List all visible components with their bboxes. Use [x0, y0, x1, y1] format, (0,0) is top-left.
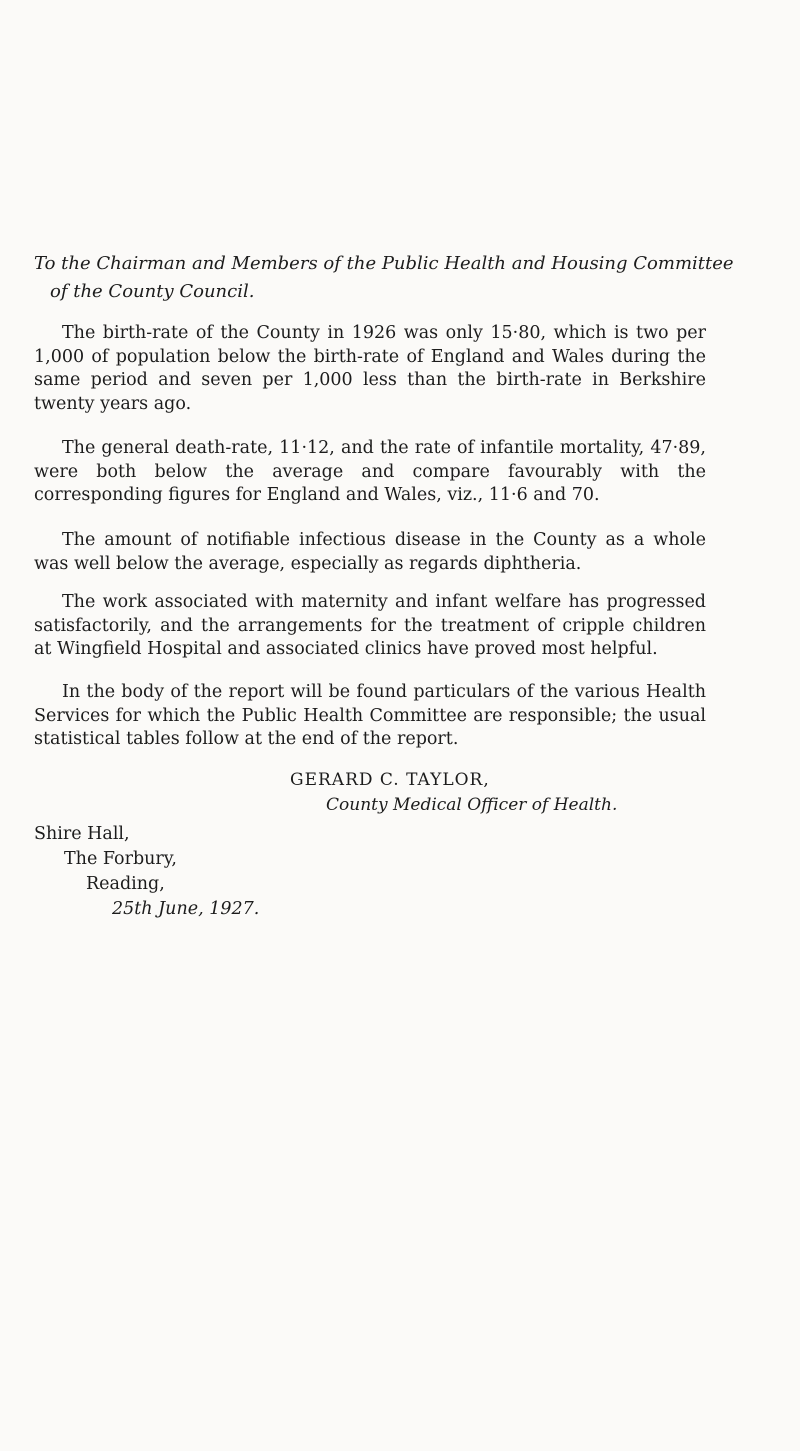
address-line-2: of the County Council. — [50, 281, 255, 302]
paragraph-maternity-welfare: The work associated with maternity and infant welfare has progressed satisfactorily, and the arrangements for the treatment of cripple children at Wingfield Hospital and associated clinics have proved most helpful. — [34, 592, 706, 659]
letter-date — [34, 897, 259, 922]
address-line-1: To the Chairman and Members of the Public Health and Housing Committee — [34, 253, 734, 274]
signatory-title: County Medical Officer of Health. — [326, 795, 618, 815]
salutation-address — [34, 250, 794, 306]
sender-address-line-3: Reading, — [86, 874, 165, 894]
paragraph-report-body: In the body of the report will be found particulars of the various Health Services for which the Public Health Committee are responsible; the usual statistical tables follow at the end of the report. — [34, 682, 706, 749]
paragraph-birth-rate: The birth-rate of the County in 1926 was only 15·80, which is two per 1,000 of population below the birth-rate of England and Wales during the same period and seven per 1,000 less than the birth-rate in Berkshire twenty years ago. — [34, 323, 706, 414]
sender-address-line-2: The Forbury, — [64, 849, 177, 869]
sender-address-line-1: Shire Hall, — [34, 824, 130, 844]
paragraph-infectious-disease: The amount of notifiable infectious disease in the County as a whole was well below the average, especially as regards diphtheria. — [34, 530, 706, 574]
letter-date-rest: June, 1927. — [158, 899, 260, 919]
signatory-name: GERARD C. TAYLOR, — [290, 770, 490, 790]
sender-address — [34, 822, 259, 922]
paragraph-death-rate: The general death-rate, 11·12, and the rate of infantile mortality, 47·89, were both below the average and compare favourably with the corresponding figures for England and Wales, viz., 11·6 and 70. — [34, 438, 706, 505]
signature-block — [290, 768, 730, 818]
letter-date-day: 25th — [112, 899, 153, 919]
